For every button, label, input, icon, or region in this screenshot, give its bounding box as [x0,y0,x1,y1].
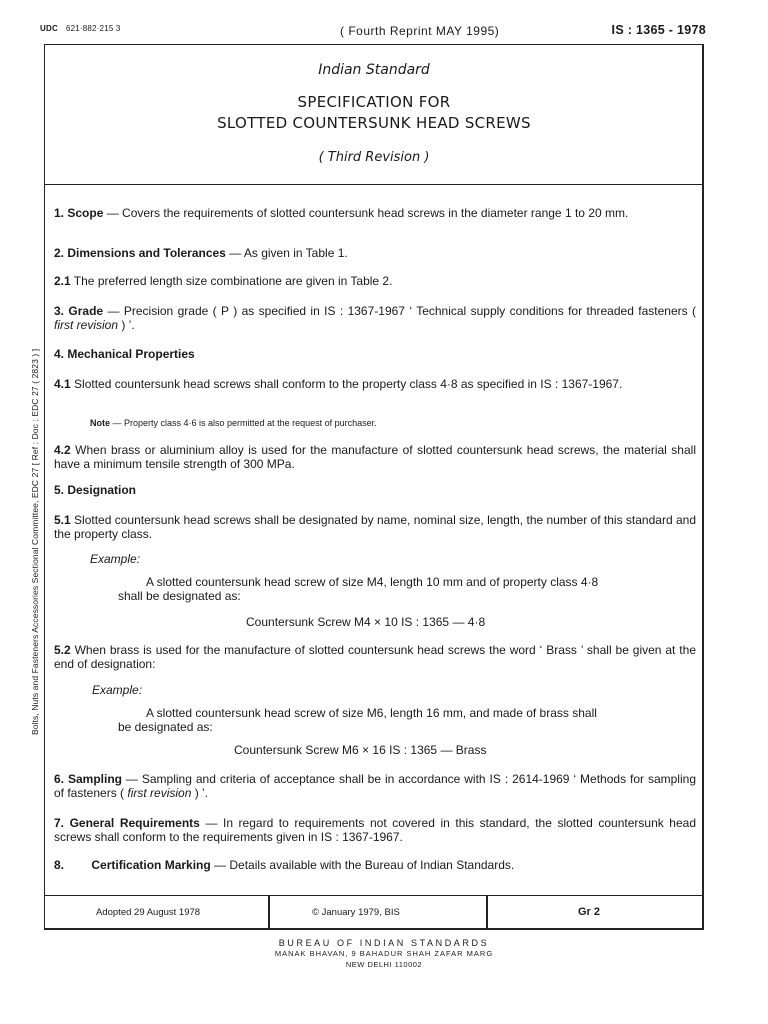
clause-text: — Covers the requirements of slotted countersunk head screws in the diameter range 1 to 20 mm. [103,206,629,220]
price-group: Gr 2 [578,906,601,918]
clause-title: Sampling [67,772,122,786]
clause-number: 1. [54,206,65,220]
clause-number: 5.1 [54,513,71,527]
udc-code [40,24,121,33]
clause-text: When brass is used for the manufacture of slotted countersunk head screws the word ‘ Brass ’ shall be given at the end of designation: [54,643,696,671]
clause-number: 8. [54,858,65,872]
clause-number: 5.2 [54,643,71,657]
udc-number: 621·882·215 3 [65,24,121,33]
clause-6-sampling [54,772,696,800]
clause-number: 2. [54,246,65,260]
top-reference-line [40,24,706,38]
copyright-notice: © January 1979, BIS [312,907,400,918]
clause-text: — Details available with the Bureau of Indian Standards. [210,858,515,872]
clause-title: Certification Marking [91,858,211,872]
note-label: Note [90,418,110,428]
clause-title: Dimensions and Tolerances [67,246,226,260]
clause-text: — In regard to requirements not covered in this standard, the slotted countersunk head screws shall conform to the requirements given in IS : 1367-1967. [54,816,696,844]
clause-number: 2.1 [54,274,71,288]
clause-number: 4.1 [54,377,71,391]
standard-number: IS : 1365 - 1978 [611,23,706,37]
footer-divider-right [486,896,488,930]
title-line-2: SLOTTED COUNTERSUNK HEAD SCREWS [217,114,531,132]
clause-number: 4.2 [54,443,71,457]
title-divider [44,184,704,185]
indian-standard-label: Indian Standard [318,62,430,78]
clause-7-general-requirements [54,816,696,844]
clause-text: Slotted countersunk head screws shall be designated by name, nominal size, length, the number of this standard and the property class. [54,513,696,541]
designation-example-2: Countersunk Screw M6 × 16 IS : 1365 — Brass [234,743,487,757]
clause-3-grade [54,304,696,332]
clause-1-scope [54,206,696,220]
clause-5-1 [54,513,696,541]
clause-title: Scope [67,206,104,220]
clause-text: — As given in Table 1. [225,246,348,260]
note-text: — Property class 4·6 is also permitted at the request of purchaser. [110,418,377,428]
clause-4-2 [54,443,696,471]
example-2-line-1: A slotted countersunk head screw of size M6, length 16 mm, and made of brass shall [146,706,597,720]
clause-text-end: ) ’. [118,318,135,332]
bureau-city: NEW DELHI 110002 [345,960,423,969]
clause-4-1 [54,377,696,391]
reprint-note: ( Fourth Reprint MAY 1995) [340,24,500,38]
clause-5-heading: 5. Designation [54,483,137,497]
clause-number: 7. [54,816,65,830]
footer-divider-left [268,896,270,930]
example-1-line-1: A slotted countersunk head screw of size M4, length 10 mm and of property class 4·8 [146,575,599,589]
footer-divider [44,895,704,896]
committee-side-label: Bolts, Nuts and Fasteners Accessories Sectional Committee, EDC 27 [ Ref : Doc : EDC 27 ( 2823 ) ] [30,348,40,735]
clause-2-dimensions [54,246,696,260]
clause-4-heading: 4. Mechanical Properties [54,347,195,361]
clause-2-1 [54,274,696,288]
revision-label: ( Third Revision ) [318,150,430,165]
clause-5-2 [54,643,696,671]
clause-number: 3. [54,304,65,318]
designation-example-1: Countersunk Screw M4 × 10 IS : 1365 — 4·8 [246,615,486,629]
example-1-line-2: shall be designated as: [118,589,241,603]
clause-text: — Sampling and criteria of acceptance shall be in accordance with IS : 2614-1969 ‘ Methods for sampling of fasteners ( [54,772,696,800]
title-line-1: SPECIFICATION FOR [297,93,451,111]
example-1-label: Example: [90,552,141,566]
example-2-label: Example: [92,683,143,697]
clause-text-end: ) ’. [191,786,209,800]
clause-8-certification [54,858,514,872]
clause-italic: first revision [127,786,192,800]
udc-label: UDC [40,24,58,33]
bureau-name: BUREAU OF INDIAN STANDARDS [278,938,490,948]
bureau-address: MANAK BHAVAN, 9 BAHADUR SHAH ZAFAR MARG [274,949,494,958]
property-class-note [90,418,377,428]
clause-title: Grade [68,304,104,318]
clause-text: — Precision grade ( P ) as specified in IS : 1367-1967 ‘ Technical supply conditions for threaded fasteners ( [103,304,696,318]
example-2-line-2: be designated as: [118,720,213,734]
adopted-date: Adopted 29 August 1978 [96,907,201,918]
clause-italic: first revision [54,318,119,332]
clause-text: The preferred length size combinatione are given in Table 2. [70,274,393,288]
clause-number: 6. [54,772,65,786]
clause-text: When brass or aluminium alloy is used for the manufacture of slotted countersunk head screws, the material shall have a minimum tensile strength of 300 MPa. [54,443,696,471]
clause-text: Slotted countersunk head screws shall conform to the property class 4·8 as specified in IS : 1367-1967. [70,377,623,391]
clause-title: General Requirements [69,816,200,830]
